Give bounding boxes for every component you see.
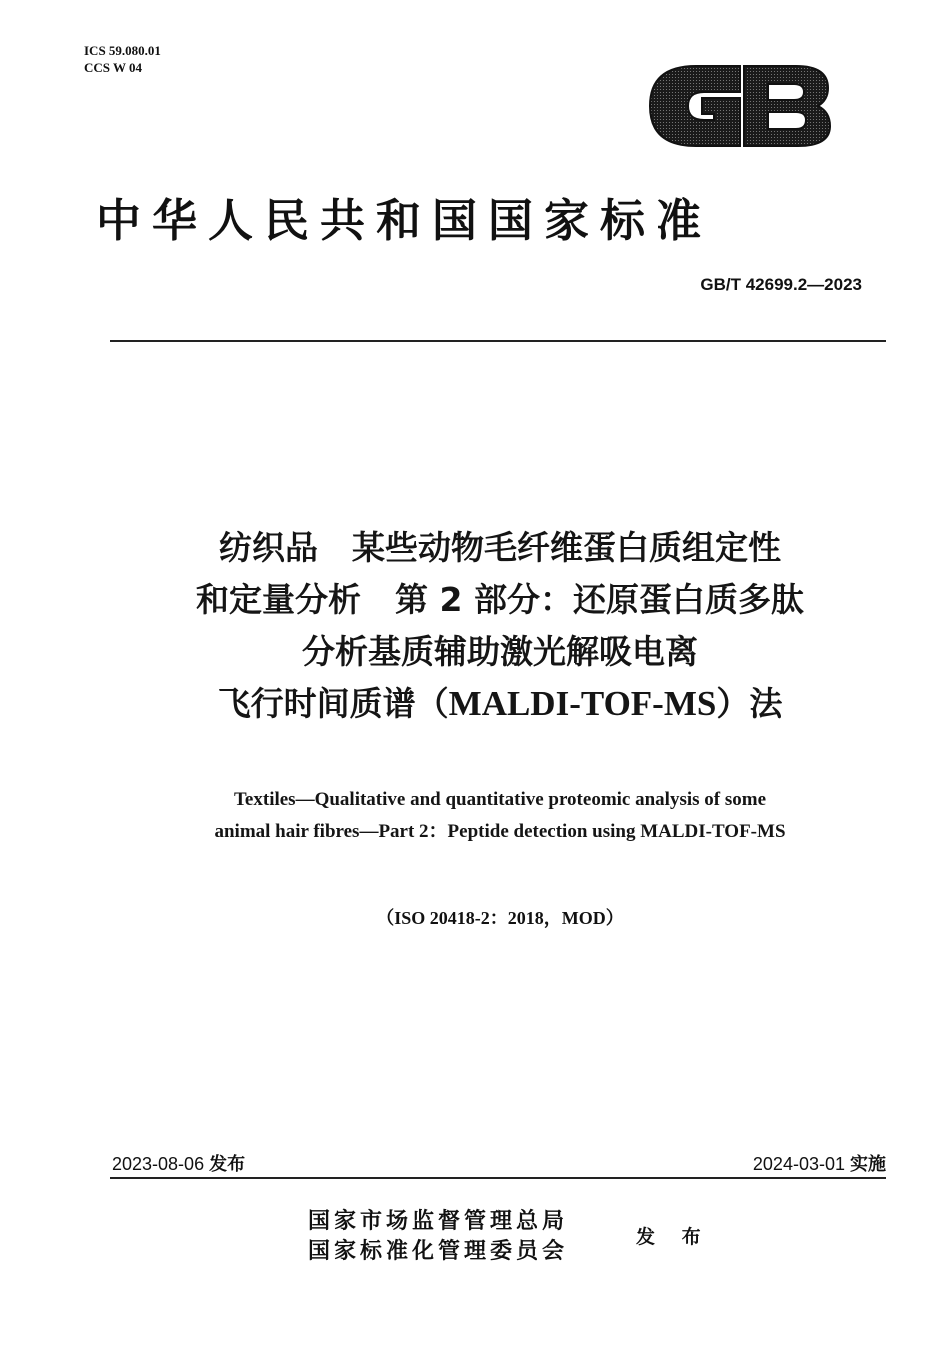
classification-codes [84,42,161,76]
publication-label: 发布 [209,1154,246,1175]
iso-equivalence: （ISO 20418-2：2018，MOD） [376,908,624,928]
publication-date-value: 2023-08-06 [112,1154,205,1174]
implementation-label: 实施 [850,1154,886,1175]
implementation-date-value: 2024-03-01 [752,1154,845,1174]
national-standard-title: 中华人民共和国国家标准 [96,194,713,247]
issuer-samr: 国家市场监督管理总局 [308,1208,569,1234]
footer-divider [110,1177,886,1179]
title-segment: 纺织品 [219,528,318,567]
issuer-sac: 国家标准化管理委员会 [308,1238,569,1264]
title-segment: 和定量分析 [196,580,362,619]
gb-standard-logo [644,52,836,160]
title-segment: 某些动物毛纤维蛋白质组定性 [352,528,781,567]
chinese-title-line-2 [90,574,910,626]
dates-row [112,1150,886,1174]
title-segment: 飞行时间质谱（ [217,684,449,723]
english-title [100,784,900,848]
chinese-title [90,522,910,730]
header-divider [110,340,886,342]
implementation-date [753,1150,886,1176]
standard-number: GB/T 42699.2—2023 [700,275,862,294]
english-title-line-1: Textiles—Qualitative and quantitative proteomic analysis of some [234,789,766,810]
title-segment-latin: MALDI-TOF-MS [448,684,717,723]
publication-date [112,1150,245,1176]
ccs-code: CCS W 04 [84,60,143,75]
title-segment: ）法 [716,684,783,723]
ics-code: ICS 59.080.01 [84,43,161,58]
chinese-title-line-4 [90,678,910,730]
chinese-title-line-3: 分析基质辅助激光解吸电离 [302,632,698,671]
chinese-title-line-1 [90,522,910,574]
english-title-line-2: animal hair fibres—Part 2：Peptide detection using MALDI-TOF-MS [214,821,786,842]
title-segment: 第 2 部分：还原蛋白质多肽 [395,580,804,619]
issuing-authorities [308,1206,568,1266]
issue-verb: 发 布 [636,1226,711,1248]
